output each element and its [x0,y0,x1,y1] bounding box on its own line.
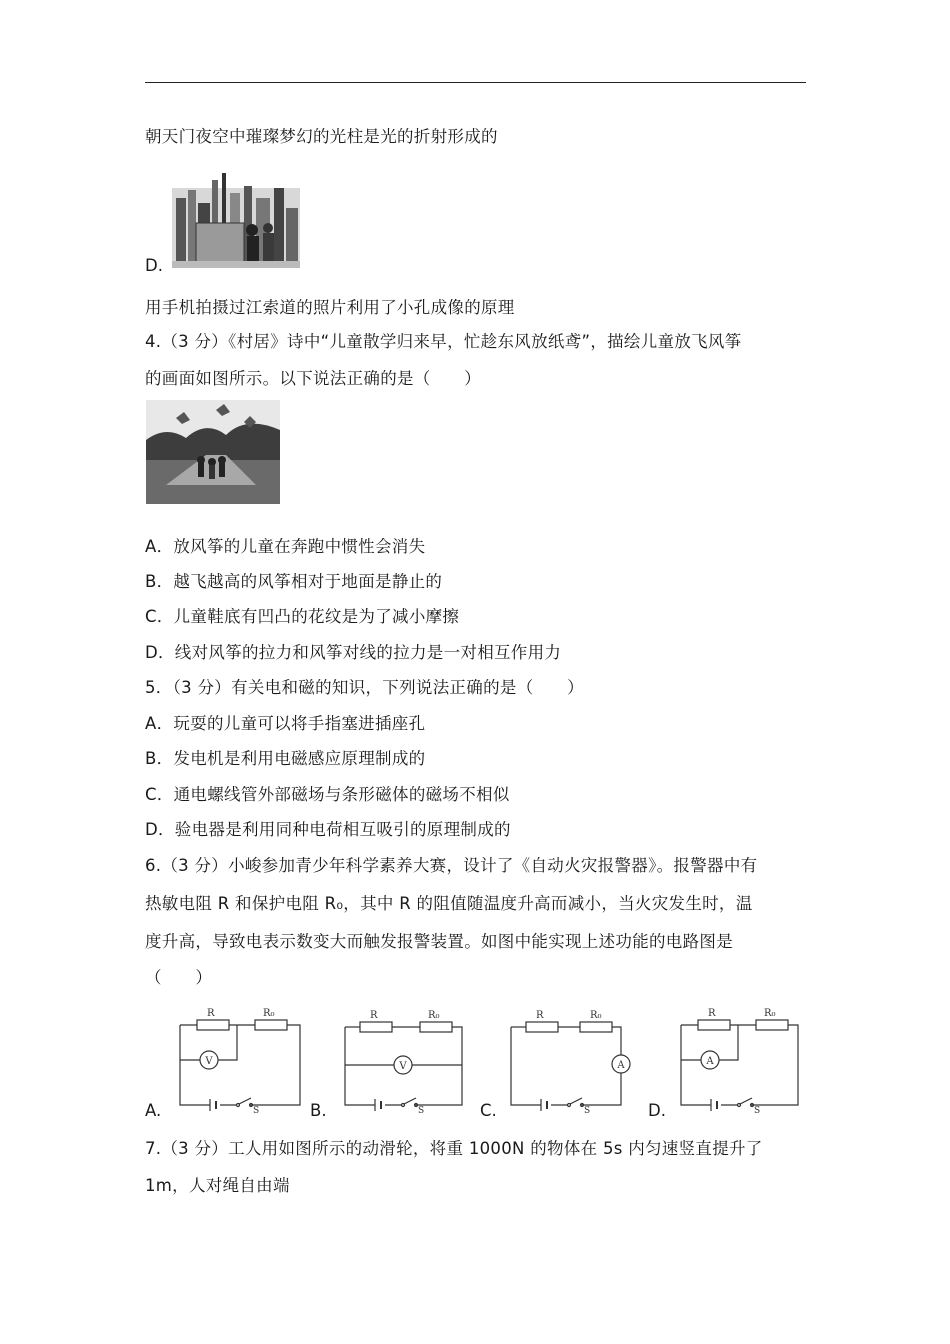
q4-option-c: C．儿童鞋底有凹凸的花纹是为了减小摩擦 [145,607,460,626]
circuit-d-letter: D. [648,1101,666,1120]
circuit-c-switch-label: S [584,1106,591,1115]
q6-stem-line4: （ ） [145,968,213,987]
q7-stem-line2: 1m，人对绳自由端 [145,1176,290,1195]
circuit-b-diagram [340,1005,470,1115]
q4-option-d: D．线对风筝的拉力和风筝对线的拉力是一对相互作用力 [145,643,562,662]
kite-photo [146,400,280,504]
circuit-d-meter: A [706,1056,714,1067]
q3-option-d-letter: D. [145,256,163,275]
circuit-d-diagram [676,1005,806,1115]
circuit-b-letter: B. [310,1101,327,1120]
q6-stem-line1: 6.（3 分）小峻参加青少年科学素养大赛，设计了《自动火灾报警器》。报警器中有 [145,856,758,875]
circuit-c-r-label: R [536,1010,544,1021]
circuit-d-r-label: R [708,1008,716,1019]
q5-stem: 5．（3 分）有关电和磁的知识，下列说法正确的是（ ） [145,678,584,697]
circuit-a-meter: V [205,1056,213,1067]
circuit-d-switch-label: S [754,1106,761,1115]
circuit-c-diagram [506,1005,636,1115]
circuit-a-r0-label: R₀ [263,1008,275,1019]
circuit-b-switch-label: S [418,1106,425,1115]
q5-option-b: B．发电机是利用电磁感应原理制成的 [145,749,426,768]
header-rule [145,82,806,83]
q6-stem-line3: 度升高，导致电表示数变大而触发报警装置。如图中能实现上述功能的电路图是 [145,932,733,951]
q4-option-a: A．放风筝的儿童在奔跑中惯性会消失 [145,537,426,556]
circuit-d-r0-label: R₀ [764,1008,776,1019]
q6-stem-line2: 热敏电阻 R 和保护电阻 R₀，其中 R 的阻值随温度升高而减小，当火灾发生时，温 [145,894,753,913]
circuit-b-r0-label: R₀ [428,1010,440,1021]
q3-option-c-text: 朝天门夜空中璀璨梦幻的光柱是光的折射形成的 [145,127,498,146]
circuit-c-meter: A [617,1060,625,1071]
circuit-b-r-label: R [370,1010,378,1021]
circuit-a-r-label: R [207,1008,215,1019]
cableway-photo [172,168,300,268]
q4-stem-line2: 的画面如图所示。以下说法正确的是（ ） [145,369,481,388]
circuit-a-letter: A. [145,1101,162,1120]
q5-option-d: D．验电器是利用同种电荷相互吸引的原理制成的 [145,820,511,839]
q3-option-d-text: 用手机拍摄过江索道的照片利用了小孔成像的原理 [145,298,515,317]
q5-option-c: C．通电螺线管外部磁场与条形磁体的磁场不相似 [145,785,510,804]
circuit-c-letter: C. [480,1101,497,1120]
circuit-c-r0-label: R₀ [590,1010,602,1021]
circuit-a-switch-label: S [253,1106,260,1115]
circuit-b-meter: V [399,1061,407,1072]
q5-option-a: A．玩耍的儿童可以将手指塞进插座孔 [145,714,426,733]
q4-stem-line1: 4.（3 分）《村居》诗中“儿童散学归来早，忙趁东风放纸鸢”，描绘儿童放飞风筝 [145,332,742,351]
q7-stem-line1: 7.（3 分）工人用如图所示的动滑轮，将重 1000N 的物体在 5s 内匀速竖直提升了 [145,1139,763,1158]
circuit-a-diagram [175,1005,305,1115]
q4-option-b: B．越飞越高的风筝相对于地面是静止的 [145,572,443,591]
